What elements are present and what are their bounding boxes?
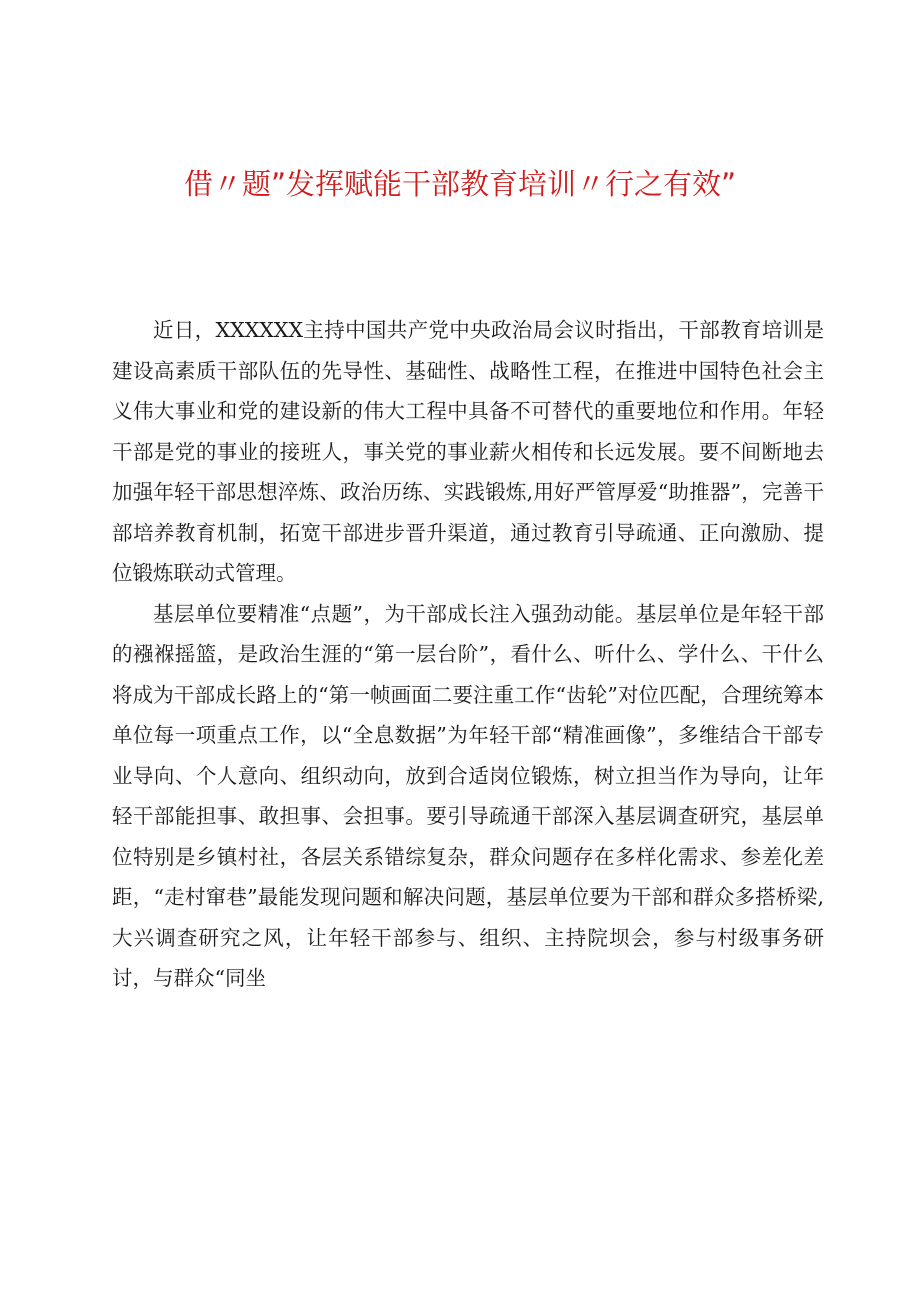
document-title: 借〃题”发挥赋能干部教育培训〃行之有效” [183, 167, 737, 201]
document-body [112, 310, 824, 999]
body-paragraph: 基层单位要精准“点题”，为干部成长注入强劲动能。基层单位是年轻干部的襁褓摇篮，是政治生涯的“第一层台阶”，看什么、听什么、学什么、干什么将成为干部成长路上的“第一帧画面二要注重工作“齿轮”对位匹配，合理统筹本单位每一项重点工作，以“全息数据”为年轻干部“精准画像”，多维结合干部专业导向、个人意向、组织动向，放到合适岗位锻炼，树立担当作为导向，让年轻干部能担事、敢担事、会担事。要引导疏通干部深入基层调查研究，基层单位特别是乡镇村社，各层关系错综复杂，群众问题存在多样化需求、参差化差距，“走村窜巷”最能发现问题和解决问题，基层单位要为干部和群众多搭桥梁,大兴调查研究之风，让年轻干部参与、组织、主持院坝会，参与村级事务研讨，与群众“同坐 [112, 601, 824, 990]
body-paragraph: 近日，XXXXXX主持中国共产党中央政治局会议时指出，干部教育培训是建设高素质干部队伍的先导性、基础性、战略性工程，在推进中国特色社会主义伟大事业和党的建设新的伟大工程中具备不可替代的重要地位和作用。年轻干部是党的事业的接班人，事关党的事业薪火相传和长远发展。要不间断地去加强年轻干部思想淬炼、政治历练、实践锻炼,用好严管厚爱“助推器”，完善干部培养教育机制，拓宽干部进步晋升渠道，通过教育引导疏通、正向激励、提位锻炼联动式管理。 [112, 318, 824, 585]
